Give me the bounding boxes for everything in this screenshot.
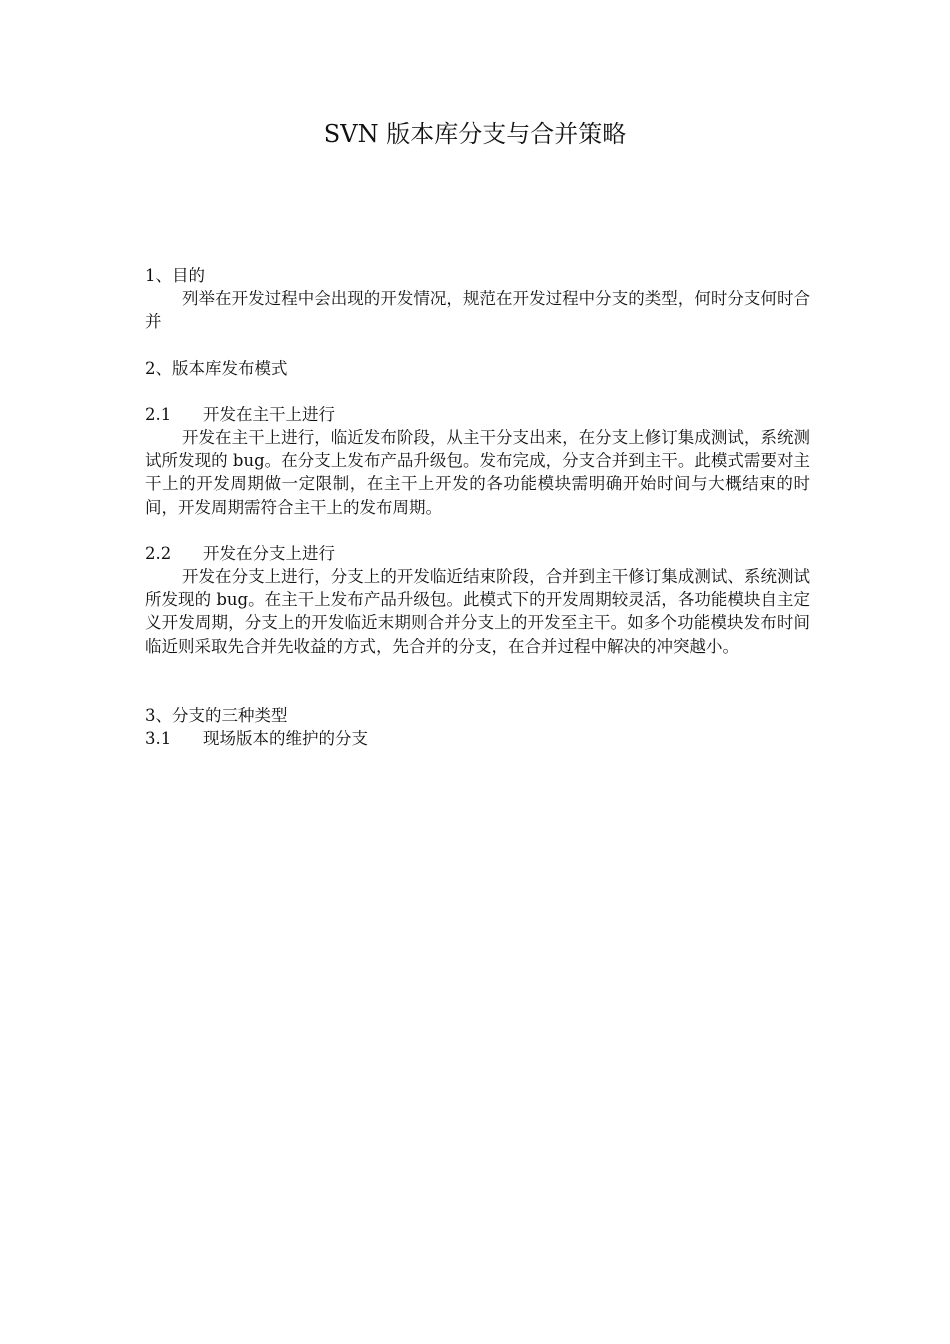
section-3-1-heading xyxy=(145,727,810,750)
section-1-heading: 1、目的 xyxy=(145,266,205,285)
section-2-2-number: 2.2 xyxy=(145,543,172,563)
section-2-2-paragraph: 开发在分支上进行，分支上的开发临近结束阶段，合并到主干修订集成测试、系统测试所发现的 bug。在主干上发布产品升级包。此模式下的开发周期较灵活，各功能模块自主定义开发周期，分支上的开发临近末期则合并分支上的开发至主干。如多个功能模块发布时间临近则采取先合并先收益的方式，先合并的分支，在合并过程中解决的冲突越小。 xyxy=(145,567,810,656)
spacer xyxy=(145,658,810,704)
section-2-1-number: 2.1 xyxy=(145,404,172,424)
spacer xyxy=(145,519,810,542)
section-3-1-number: 3.1 xyxy=(145,729,172,749)
spacer xyxy=(145,334,810,357)
document-body xyxy=(145,264,810,750)
section-3-1-title: 现场版本的维护的分支 xyxy=(203,729,368,749)
section-2-1-title: 开发在主干上进行 xyxy=(203,404,335,424)
section-1-paragraph: 列举在开发过程中会出现的开发情况，规范在开发过程中分支的类型，何时分支何时合并 xyxy=(145,289,810,332)
section-2-1-paragraph: 开发在主干上进行，临近发布阶段，从主干分支出来，在分支上修订集成测试，系统测试所发现的 bug。在分支上发布产品升级包。发布完成，分支合并到主干。此模式需要对主干上的开发周期做一定限制，在主干上开发的各功能模块需明确开始时间与大概结束的时间，开发周期需符合主干上的发布周期。 xyxy=(145,428,810,517)
section-2-2-heading xyxy=(145,542,810,565)
document-title: SVN 版本库分支与合并策略 xyxy=(323,120,627,148)
section-2-1-heading xyxy=(145,403,810,426)
section-2-heading: 2、版本库发布模式 xyxy=(145,358,288,378)
section-3-heading: 3、分支的三种类型 xyxy=(145,705,288,725)
spacer xyxy=(145,380,810,403)
section-2-2-title: 开发在分支上进行 xyxy=(203,543,335,563)
